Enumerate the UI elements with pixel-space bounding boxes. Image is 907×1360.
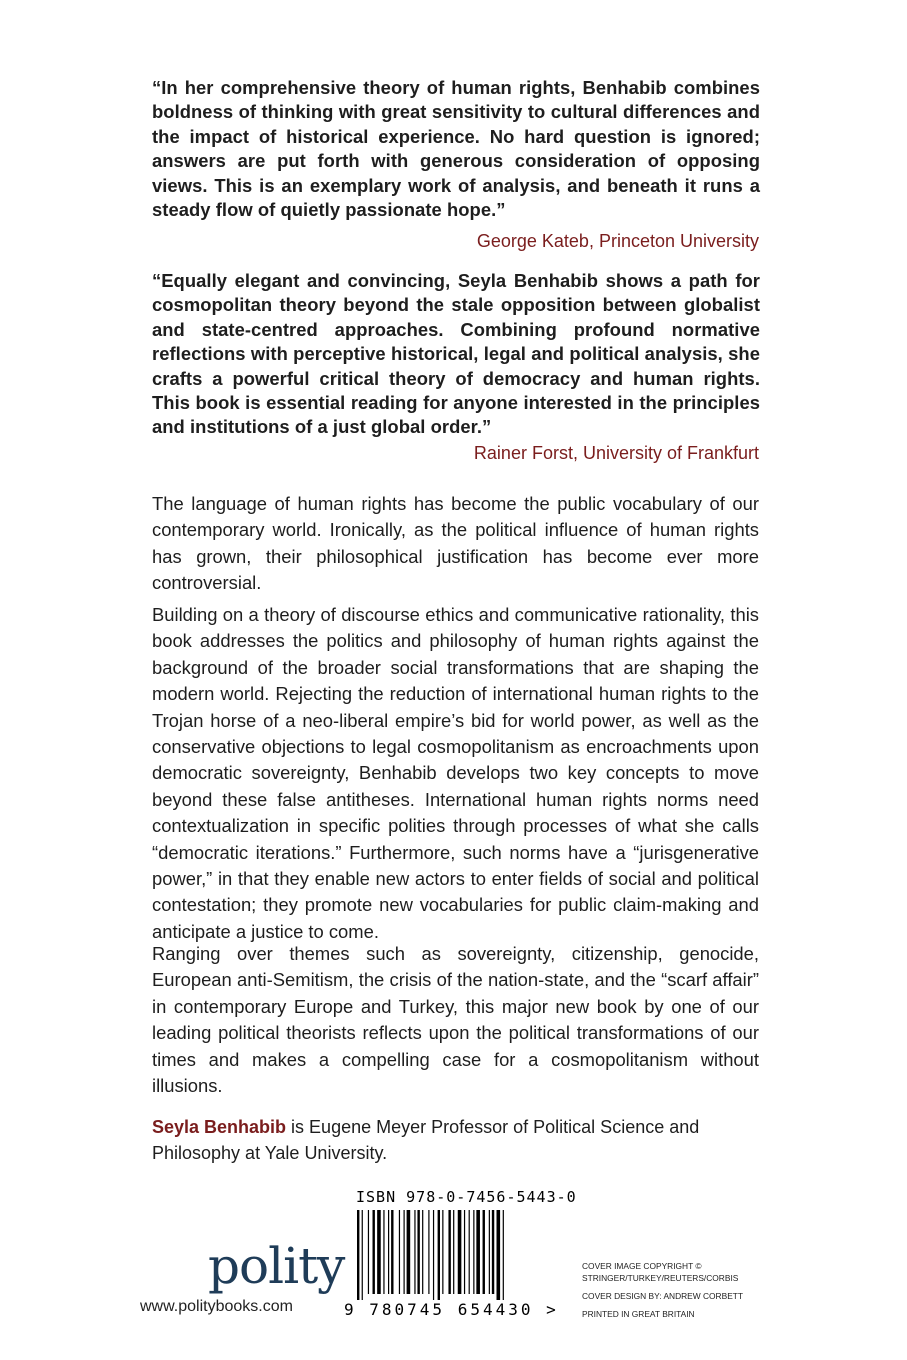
isbn-label: ISBN 978-0-7456-5443-0: [356, 1188, 577, 1206]
publisher-url[interactable]: www.politybooks.com: [140, 1298, 293, 1315]
barcode-digits: 9 780745 654430 >: [344, 1300, 559, 1319]
credit-cover-image: COVER IMAGE COPYRIGHT © STRINGER/TURKEY/REUTERS/CORBIS: [582, 1261, 739, 1283]
author-bio: [152, 1114, 759, 1166]
barcode-icon: [357, 1210, 547, 1300]
description-paragraph-2: Building on a theory of discourse ethics and communicative rationality, this book addresses the politics and philosophy of human rights against the background of the broader social transformations that are shaping the modern world. Rejecting the reduction of international human rights to the Trojan horse of a neo-liberal empire’s bid for world power, as well as the conservative objections to legal cosmopolitanism as encroachments upon democratic sovereignty, Benhabib develops two key concepts to move beyond these false antitheses. International human rights norms need contextualization in specific polities through processes of what she calls “democratic iterations.” Furthermore, such norms have a “jurisgenerative power,” in that they enable new actors to enter fields of social and political contestation; they promote new vocabularies for public claim-making and anticipate a justice to come.: [152, 604, 759, 942]
description-paragraph-3: Ranging over themes such as sovereignty, citizenship, genocide, European anti-Semitism, the crisis of the nation-state, and the “scarf affair” in contemporary Europe and Turkey, this major new book by one of our leading political theorists reflects upon the political transformations of our times and makes a compelling case for a cosmopolitanism without illusions.: [152, 943, 759, 1097]
cover-credits: [582, 1260, 802, 1326]
author-name: Seyla Benhabib: [152, 1117, 287, 1137]
endorsement-quote-1: “In her comprehensive theory of human rights, Benhabib combines boldness of thinking with great sensitivity to cultural differences and the impact of historical experience. No hard question is ignored; answers are put forth with generous consideration of opposing views. This is an exemplary work of analysis, and beneath it runs a steady flow of quietly passionate hope.”: [152, 77, 760, 221]
description-paragraph-1: The language of human rights has become the public vocabulary of our contemporary world. Ironically, as the political influence of human rights has grown, their philosophical justification has become ever more controversial.: [152, 493, 759, 594]
author-bio-text: is Eugene Meyer Professor of Political Science and Philosophy at Yale University.: [152, 1117, 700, 1163]
credit-printed: PRINTED IN GREAT BRITAIN: [582, 1309, 695, 1319]
endorsement-quote-2: “Equally elegant and convincing, Seyla Benhabib shows a path for cosmopolitan theory beyond the stale opposition between globalist and state-centred approaches. Combining profound normative reflections with perceptive historical, legal and political analysis, she crafts a powerful critical theory of democracy and human rights. This book is essential reading for anyone interested in the principles and institutions of a just global order.”: [152, 270, 760, 438]
endorsement-attribution-2: Rainer Forst, University of Frankfurt: [473, 443, 759, 463]
credit-cover-design: COVER DESIGN BY: ANDREW CORBETT: [582, 1291, 744, 1301]
publisher-logo: polity: [208, 1237, 345, 1295]
endorsement-attribution-1: George Kateb, Princeton University: [476, 231, 759, 251]
